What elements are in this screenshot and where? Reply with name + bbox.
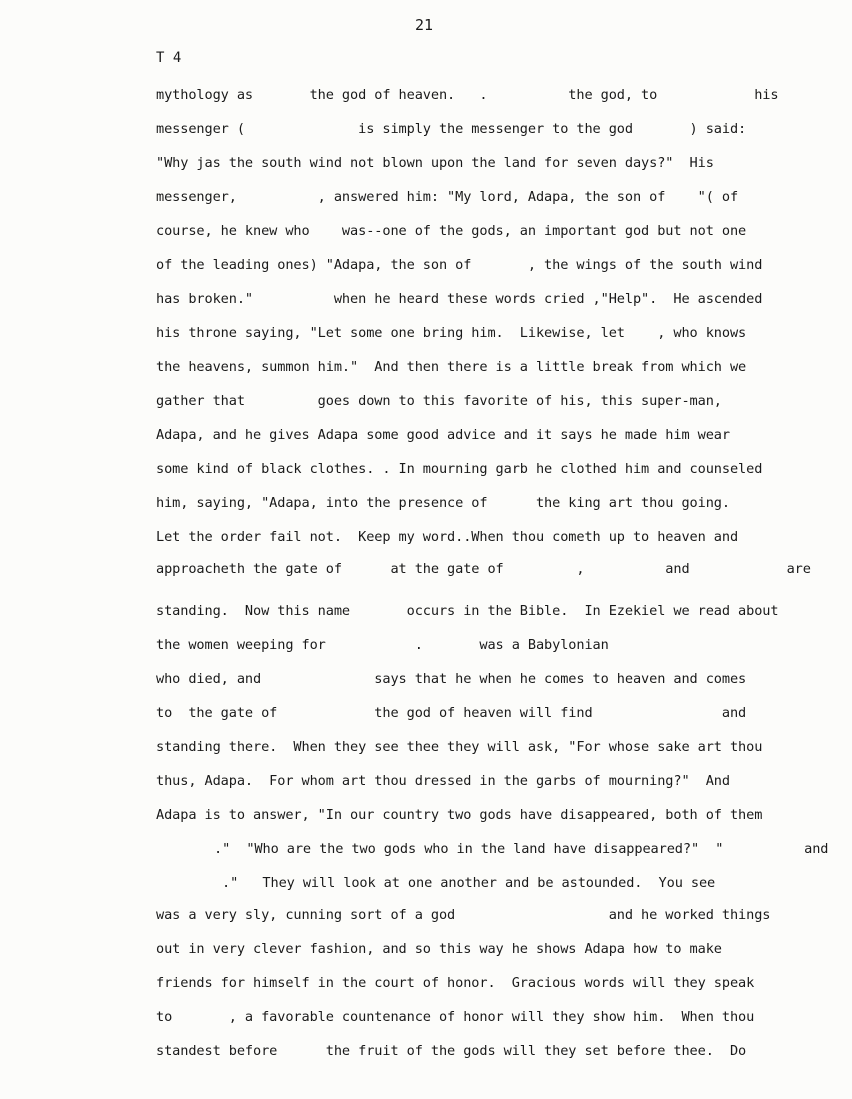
text-line: mythology as the god of heaven. . the god, to his (156, 87, 779, 103)
text-line: the women weeping for . was a Babylonian (156, 637, 609, 653)
text-line: messenger ( is simply the messenger to the god ) said: (156, 121, 747, 137)
text-line: standing. Now this name occurs in the Bible. In Ezekiel we read about (156, 603, 779, 619)
text-line: "Why jas the south wind not blown upon the land for seven days?" His (156, 155, 714, 171)
text-line: standest before the fruit of the gods will they set before thee. Do (156, 1043, 747, 1059)
text-line: was a very sly, cunning sort of a god and he worked things (156, 907, 771, 923)
text-line: who died, and says that he when he comes to heaven and comes (156, 671, 747, 687)
text-line: has broken." when he heard these words cried ,"Help". He ascended (156, 291, 763, 307)
text-line: gather that goes down to this favorite of his, this super-man, (156, 393, 722, 409)
text-line: Adapa, and he gives Adapa some good advice and it says he made him wear (156, 427, 730, 443)
text-line: of the leading ones) "Adapa, the son of , the wings of the south wind (156, 257, 763, 273)
text-line: messenger, , answered him: "My lord, Adapa, the son of "( of (156, 189, 739, 205)
text-line: ." "Who are the two gods who in the land have disappeared?" " and (214, 841, 829, 857)
text-line: friends for himself in the court of honor. Gracious words will they speak (156, 975, 755, 991)
text-line: the heavens, summon him." And then there is a little break from which we (156, 359, 747, 375)
text-line: ." They will look at one another and be astounded. You see (222, 875, 716, 891)
text-line: standing there. When they see thee they will ask, "For whose sake art thou (156, 739, 763, 755)
text-line: course, he knew who was--one of the gods, an important god but not one (156, 223, 747, 239)
text-line: thus, Adapa. For whom art thou dressed in the garbs of mourning?" And (156, 773, 730, 789)
text-line: some kind of black clothes. . In mourning garb he clothed him and counseled (156, 461, 763, 477)
text-line: out in very clever fashion, and so this way he shows Adapa how to make (156, 941, 722, 957)
text-line: to , a favorable countenance of honor will they show him. When thou (156, 1009, 755, 1025)
text-line: Let the order fail not. Keep my word..When thou cometh up to heaven and (156, 529, 739, 545)
text-line: to the gate of the god of heaven will find and (156, 705, 747, 721)
sheet-mark: T 4 (156, 50, 182, 66)
page-number: 21 (415, 16, 434, 34)
text-line: his throne saying, "Let some one bring him. Likewise, let , who knows (156, 325, 747, 341)
text-line: him, saying, "Adapa, into the presence of the king art thou going. (156, 495, 730, 511)
text-line: approacheth the gate of at the gate of , and are (156, 561, 811, 577)
text-line: Adapa is to answer, "In our country two gods have disappeared, both of them (156, 807, 763, 823)
